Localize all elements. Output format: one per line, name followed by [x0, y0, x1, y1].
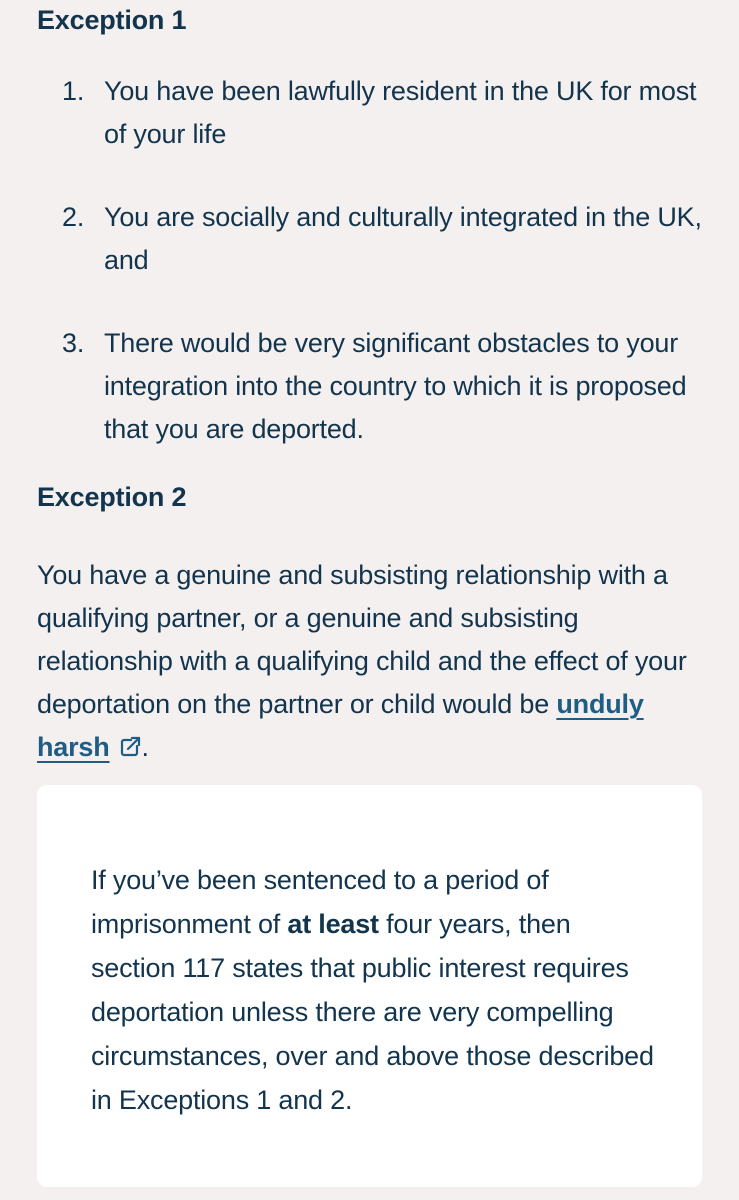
callout-text-part: four years, then section 117 states that public interest requires deportation unless there are very compelling circumstances, over and above those described in Exceptions 1 and 2.: [91, 909, 654, 1115]
list-item: [37, 322, 707, 451]
callout-text: [91, 858, 661, 1122]
list-item: [37, 196, 707, 282]
list-item-text: You have been lawfully resident in the UK for most of your life: [104, 76, 697, 149]
list-item: [37, 70, 707, 156]
info-callout: [37, 785, 702, 1187]
callout-text-part: If you’ve been sentenced to a period of imprisonment of: [91, 865, 549, 939]
exception-2-paragraph: [37, 554, 707, 769]
link-label[interactable]: unduly harsh: [37, 689, 644, 762]
list-item-text: There would be very significant obstacles to your integration into the country to which it is proposed that you are deported.: [104, 328, 687, 444]
list-item-number: 1.: [62, 76, 85, 106]
list-item-number: 2.: [62, 202, 85, 232]
exception-2-heading: Exception 2: [37, 482, 187, 512]
exception-1-list: [37, 70, 707, 451]
list-item-number: 3.: [62, 328, 85, 358]
list-item-text: You are socially and culturally integrated in the UK, and: [104, 202, 702, 275]
period-text: .: [141, 732, 149, 762]
exception-2-text: You have a genuine and subsisting relationship with a qualifying partner, or a genuine and subsisting relationship with a qualifying child and the effect of your deportation on the partner or child would be: [37, 560, 687, 719]
external-link-icon[interactable]: [118, 735, 142, 759]
exception-1-heading: Exception 1: [37, 5, 187, 35]
callout-bold-text: at least: [287, 909, 379, 939]
